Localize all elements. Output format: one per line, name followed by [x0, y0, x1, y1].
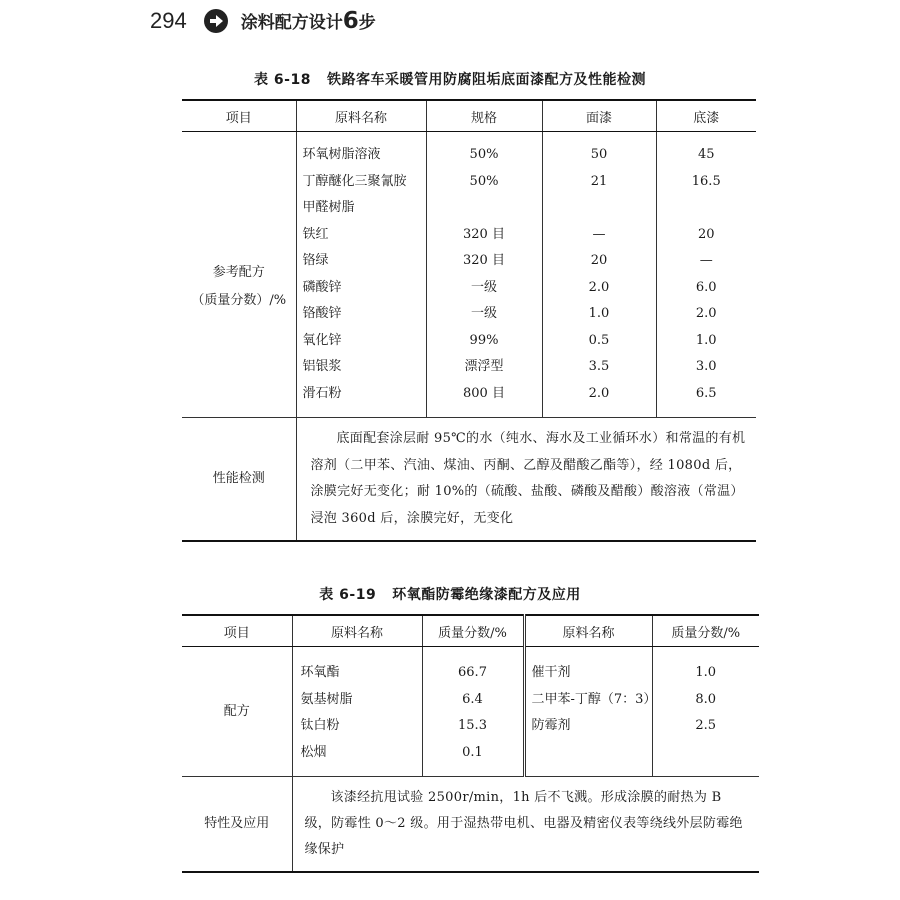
page-header [150, 6, 376, 36]
left-material-names [301, 660, 422, 766]
list-item: 6.0 [695, 279, 717, 295]
list-item: 0.1 [462, 744, 483, 760]
table1-formula-row [182, 132, 756, 418]
list-item: 松烟 [300, 744, 327, 760]
list-item: 6.5 [695, 385, 717, 401]
list-item: 一级 [470, 279, 497, 295]
list-item: 3.5 [588, 359, 610, 374]
list-item: 320 目 [463, 226, 505, 242]
list-item: 钛白粉 [300, 718, 340, 733]
list-item [532, 740, 652, 767]
list-item: 16.5 [691, 173, 721, 189]
list-item: 2.0 [695, 306, 717, 321]
col-header-primer: 底漆 [656, 100, 756, 132]
list-item: 2.5 [695, 718, 717, 733]
list-item: 环氧树脂溶液 [302, 147, 381, 162]
list-item: 铬酸锌 [302, 306, 342, 321]
left-fraction-values [423, 660, 523, 766]
list-item: 漂浮型 [464, 359, 504, 374]
list-item: 铝银浆 [302, 359, 342, 374]
list-item: 铁红 [302, 226, 329, 242]
list-item: 800 目 [463, 385, 505, 401]
list-item: 1.0 [695, 332, 717, 348]
performance-text: 底面配套涂层耐 95℃的水（纯水、海水及工业循环水）和常温的有机溶剂（二甲苯、汽油、煤油、丙酮、乙醇及醋酸乙酯等），经 1080d 后，涂膜完好无变化；耐 10%的（硫酸、盐酸、磷酸及醋酸）酸溶液（常温）浸泡 360d 后，涂膜完好，无变化 [296, 418, 756, 542]
list-item: 铬绿 [302, 253, 329, 268]
list-item: 2.0 [588, 279, 610, 295]
list-item: 99% [469, 332, 499, 348]
col-header-material: 原料名称 [296, 100, 426, 132]
list-item: 环氧酯 [300, 665, 340, 680]
list-item: 20 [590, 253, 608, 268]
right-fraction-values [653, 660, 760, 766]
col-header-item: 项目 [182, 100, 296, 132]
table1-header-row [182, 100, 756, 132]
col-header-fraction: 质量分数/% [422, 615, 524, 647]
list-item: 防霉剂 [531, 718, 571, 733]
table1-performance-row [182, 418, 756, 542]
list-item: 甲醛树脂 [302, 200, 355, 215]
book-title: 涂料配方设计6步 [240, 8, 376, 34]
list-item: 20 [697, 226, 715, 242]
col-header-item: 项目 [182, 615, 292, 647]
list-item: 2.0 [588, 385, 610, 401]
list-item: 一级 [470, 306, 497, 321]
formula-section-label: 参考配方 （质量分数）/% [182, 132, 296, 418]
table1-caption: 表 6-18 铁路客车采暖管用防腐阻垢底面漆配方及性能检测 [254, 72, 646, 88]
right-material-names [531, 660, 657, 766]
list-item: 320 目 [463, 253, 505, 268]
topcoat-values [543, 142, 656, 407]
list-item: — [592, 226, 606, 242]
list-item [657, 195, 757, 222]
table2-application-row [182, 777, 759, 873]
list-item [427, 195, 542, 222]
list-item [653, 740, 760, 767]
list-item: 1.0 [695, 665, 717, 680]
list-item: 氧化锌 [302, 332, 342, 348]
spec-values [427, 142, 542, 407]
list-item: 3.0 [695, 359, 717, 374]
material-names [303, 142, 426, 407]
table2-formula-row [182, 647, 759, 777]
list-item: — [699, 253, 713, 268]
list-item: 催干剂 [531, 665, 571, 680]
list-item: 6.4 [462, 691, 483, 707]
list-item: 45 [697, 147, 715, 162]
list-item: 0.5 [588, 332, 610, 348]
col-header-material-2: 原料名称 [524, 615, 652, 647]
table-6-19 [182, 614, 759, 873]
list-item: 氨基树脂 [300, 691, 353, 707]
col-header-topcoat: 面漆 [542, 100, 656, 132]
list-item: 8.0 [695, 691, 717, 707]
performance-label: 性能检测 [182, 418, 296, 542]
col-header-fraction-2: 质量分数/% [652, 615, 759, 647]
application-text: 该漆经抗甩试验 2500r/min，1h 后不飞溅。形成涂膜的耐热为 B 级，防霉性 0～2 级。用于湿热带电机、电器及精密仪表等绕线外层防霉绝缘保护 [292, 777, 759, 873]
arrow-circle-icon [203, 8, 229, 34]
list-item: 丁醇醚化三聚氰胺 [302, 173, 407, 189]
list-item: 21 [590, 173, 608, 189]
col-header-material: 原料名称 [292, 615, 422, 647]
table2-header-row [182, 615, 759, 647]
table2-caption: 表 6-19 环氧酯防霉绝缘漆配方及应用 [319, 587, 581, 603]
list-item: 15.3 [458, 718, 487, 733]
formula-section-label: 配方 [182, 647, 292, 777]
table-6-18 [182, 99, 756, 542]
list-item: 66.7 [458, 665, 487, 680]
list-item: 50 [590, 147, 608, 162]
list-item: 1.0 [588, 306, 610, 321]
list-item: 二甲苯-丁醇（7：3） [531, 691, 657, 707]
col-header-spec: 规格 [426, 100, 542, 132]
list-item: 滑石粉 [302, 385, 342, 401]
list-item: 磷酸锌 [302, 279, 342, 295]
page-number: 294 [150, 8, 187, 33]
application-label: 特性及应用 [182, 777, 292, 873]
list-item [543, 195, 656, 222]
list-item: 50% [469, 147, 499, 162]
primer-values [657, 142, 757, 407]
list-item: 50% [469, 173, 499, 189]
